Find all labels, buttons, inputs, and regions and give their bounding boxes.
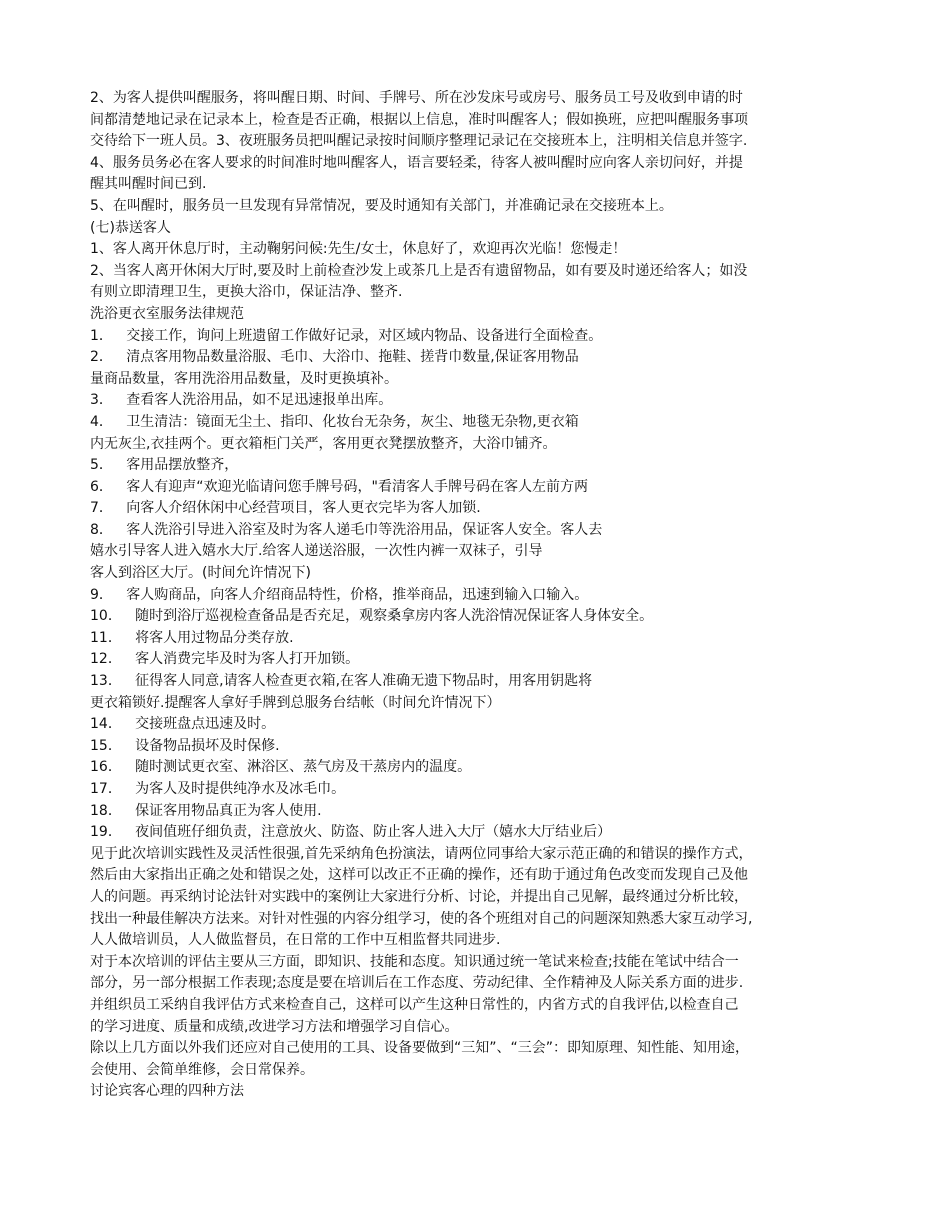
text-line: 3． 查看客人洗浴用品，如不足迅速报单出库。 <box>90 392 393 409</box>
text-line: 17． 为客人及时提供纯净水及冰毛巾。 <box>90 781 346 797</box>
text-line: (七)恭送客人 <box>90 219 171 236</box>
text-line: 人人做培训员，人人做监督员，在日常的工作中互相监督共同进步. <box>90 932 501 949</box>
text-line: 7． 向客人介绍休闲中心经营项目，客人更衣完毕为客人加锁. <box>90 500 481 517</box>
text-line: 1． 交接工作，询问上班遗留工作做好记录，对区域内物品、设备进行全面检查。 <box>90 327 603 344</box>
text-line: 9． 客人购商品，向客人介绍商品特性，价格，推举商品，迅速到输入口输入。 <box>90 586 589 603</box>
text-line: 2、当客人离开休闲大厅时,要及时上前检查沙发上或茶几上是否有遗留物品，如有要及时递还给客人；如没 <box>90 262 748 279</box>
text-line: 19． 夜间值班仔细负责，注意放火、防盗、防止客人进入大厅（嬉水大厅结业后） <box>90 824 612 841</box>
text-line: 2． 清点客用物品数量浴服、毛巾、大浴巾、拖鞋、搓背巾数量,保证客用物品 <box>90 349 579 366</box>
text-line: 15． 设备物品损坏及时保修. <box>90 737 280 754</box>
text-line: 对于本次培训的评估主要从三方面，即知识、技能和态度。知识通过统一笔试来检查;技能在笔试中结合一 <box>90 953 739 970</box>
text-line: 间都清楚地记录在记录本上，检查是否正确，根据以上信息，准时叫醒客人；假如换班，应把叫醒服务事项 <box>90 111 748 128</box>
text-line: 量商品数量，客用洗浴用品数量，及时更换填补。 <box>90 370 398 387</box>
text-line: 客人到浴区大厅。(时间允许情况下) <box>90 565 311 582</box>
text-line: 内无灰尘,衣挂两个。更衣箱柜门关严，客用更衣凳摆放整齐，大浴巾铺齐。 <box>90 435 557 452</box>
text-line: 除以上几方面以外我们还应对自己使用的工具、设备要做到“三知”、“三会”：即知原理、知性能、知用途， <box>90 1040 750 1057</box>
text-line: 洗浴更衣室服务法律规范 <box>90 305 244 322</box>
text-line: 2、为客人提供叫醒服务，将叫醒日期、时间、手牌号、所在沙发床号或房号、服务员工号及收到申请的时 <box>90 90 743 106</box>
text-line: 1、客人离开休息厅时，主动鞠躬问候:先生/女士，休息好了，欢迎再次光临！您慢走！ <box>90 241 627 258</box>
text-line: 11． 将客人用过物品分类存放. <box>90 629 294 646</box>
text-line: 部分，另一部分根据工作表现;态度是要在培训后在工作态度、劳动纪律、全作精神及人际关系方面的进步. <box>90 975 744 992</box>
text-line: 更衣箱锁好.提醒客人拿好手牌到总服务台结帐（时间允许情况下） <box>90 694 501 711</box>
text-line: 醒其叫醒时间已到. <box>90 176 207 193</box>
text-line: 人的问题。再采纳讨论法针对实践中的案例让大家进行分析、讨论，并提出自己见解，最终通过分析比较， <box>90 888 748 905</box>
text-line: 有则立即清理卫生，更换大浴巾，保证洁净、整齐. <box>90 284 403 301</box>
text-line: 8． 客人洗浴引导进入浴室及时为客人递毛巾等洗浴用品，保证客人安全。客人去 <box>90 521 603 538</box>
text-line: 5． 客用品摆放整齐， <box>90 457 239 474</box>
text-line: 16． 随时测试更衣室、淋浴区、蒸气房及干蒸房内的温度。 <box>90 759 472 776</box>
text-line: 交待给下一班人员。3、夜班服务员把叫醒记录按时间顺序整理记录记在交接班本上，注明相关信息并签字. <box>90 133 748 150</box>
text-line: 5、在叫醒时，服务员一旦发现有异常情况，要及时通知有关部门，并准确记录在交接班本上。 <box>90 197 673 214</box>
text-line: 并组织员工采纳自我评估方式来检查自己，这样可以产生这种日常性的，内省方式的自我评估,以检查自己 <box>90 996 739 1013</box>
text-line: 然后由大家指出正确之处和错误之处，这样可以改正不正确的操作，还有助于通过角色改变而发现自己及他 <box>90 867 748 884</box>
text-line: 18． 保证客用物品真正为客人使用. <box>90 802 322 819</box>
text-line: 12． 客人消费完毕及时为客人打开加锁。 <box>90 651 360 668</box>
text-line: 嬉水引导客人进入嬉水大厅.给客人递送浴服，一次性内裤一双袜子，引导 <box>90 543 543 560</box>
text-line: 找出一种最佳解决方法来。对针对性强的内容分组学习，使的各个班组对自己的问题深知熟悉大家互动学习, <box>90 910 753 927</box>
text-line: 讨论宾客心理的四种方法 <box>90 1083 244 1100</box>
text-line: 见于此次培训实践性及灵活性很强,首先采纳角色扮演法，请两位同事给大家示范正确的和错误的操作方式， <box>90 845 753 862</box>
text-line: 4． 卫生清洁：镜面无尘土、指印、化妆台无杂务，灰尘、地毯无杂物,更衣箱 <box>90 413 579 430</box>
text-line: 会使用、会简单维修，会日常保养。 <box>90 1061 314 1078</box>
text-line: 的学习进度、质量和成绩,改进学习方法和增强学习自信心。 <box>90 1018 459 1035</box>
text-line: 10． 随时到浴厅巡视检查备品是否充足，观察桑拿房内客人洗浴情况保证客人身体安全。 <box>90 608 654 625</box>
text-line: 13． 征得客人同意,请客人检查更衣箱,在客人准确无遗下物品时，用客用钥匙将 <box>90 673 593 690</box>
text-line: 4、服务员务必在客人要求的时间准时地叫醒客人，语言要轻柔，待客人被叫醒时应向客人亲切问好，并提 <box>90 154 743 171</box>
text-line: 14． 交接班盘点迅速及时。 <box>90 716 276 733</box>
text-line: 6． 客人有迎声“欢迎光临请问您手牌号码，"看清客人手牌号码在客人左前方两 <box>90 478 588 495</box>
document-body <box>90 88 880 1103</box>
